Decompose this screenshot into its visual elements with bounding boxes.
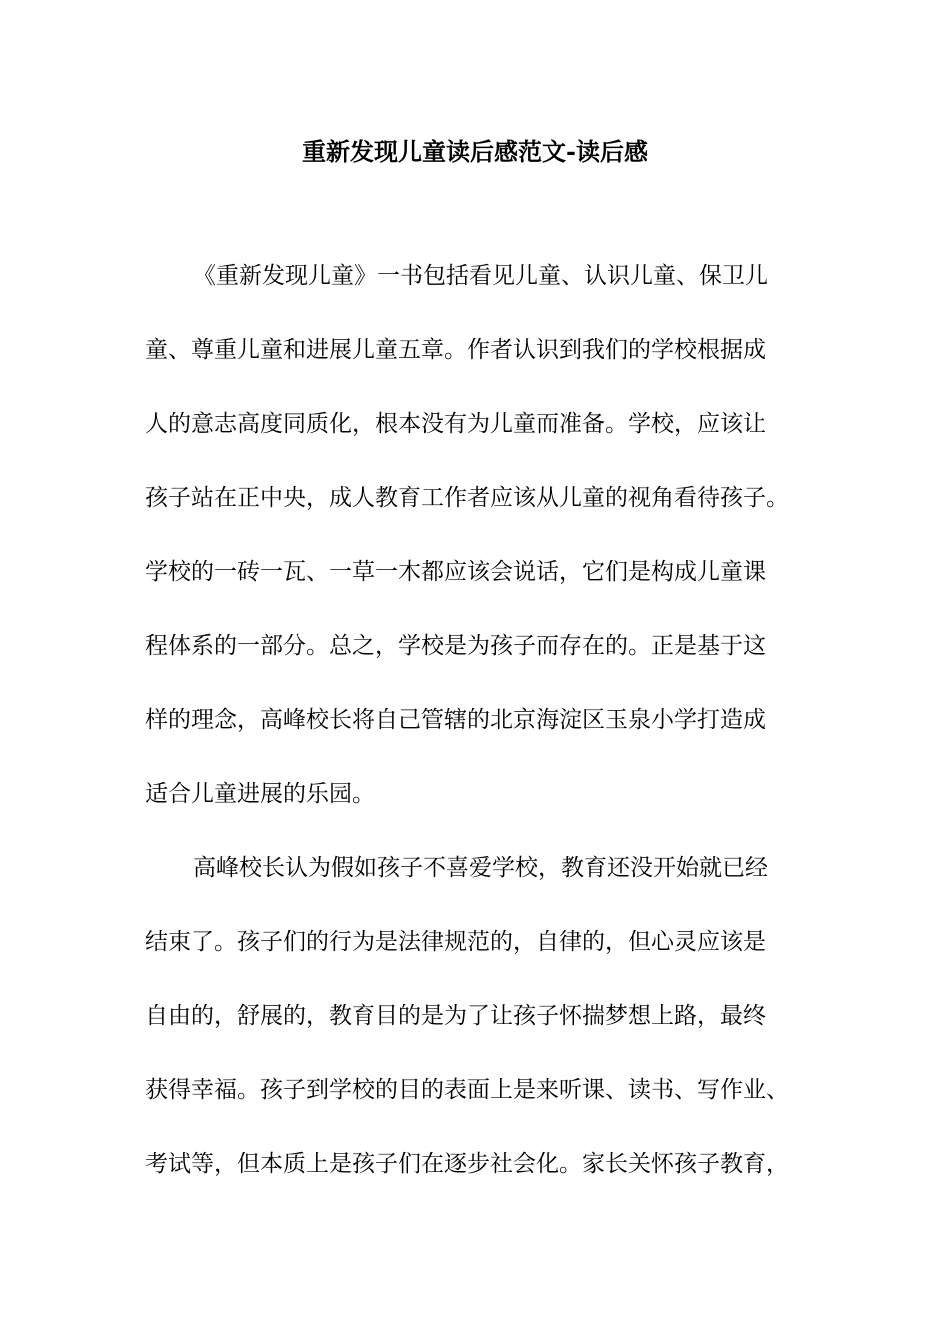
paragraph-2-line-1: 高峰校长认为假如孩子不喜爱学校，教育还没开始就已经	[193, 855, 768, 881]
paragraph-1-line-5: 学校的一砖一瓦、一草一木都应该会说话，它们是构成儿童课	[145, 559, 766, 585]
paragraph-1-line-2: 童、尊重儿童和进展儿童五章。作者认识到我们的学校根据成	[145, 337, 766, 363]
paragraph-2-line-4: 获得幸福。孩子到学校的目的表面上是来听课、读书、写作业、	[145, 1077, 789, 1103]
paragraph-1-line-7: 样的理念，高峰校长将自己管辖的北京海淀区玉泉小学打造成	[145, 707, 766, 733]
paragraph-2-line-5: 考试等，但本质上是孩子们在逐步社会化。家长关怀孩子教育，	[145, 1151, 789, 1177]
paragraph-1-line-6: 程体系的一部分。总之，学校是为孩子而存在的。正是基于这	[145, 633, 766, 659]
paragraph-1-line-4: 孩子站在正中央，成人教育工作者应该从儿童的视角看待孩子。	[145, 485, 789, 511]
document-title: 重新发现儿童读后感范文-读后感	[302, 137, 648, 166]
paragraph-1-line-3: 人的意志高度同质化，根本没有为儿童而准备。学校，应该让	[145, 411, 766, 437]
paragraph-2-line-2: 结束了。孩子们的行为是法律规范的，自律的，但心灵应该是	[145, 929, 766, 955]
paragraph-1-line-1: 《重新发现儿童》一书包括看见儿童、认识儿童、保卫儿	[193, 263, 768, 289]
paragraph-2-line-3: 自由的，舒展的，教育目的是为了让孩子怀揣梦想上路，最终	[145, 1003, 766, 1029]
paragraph-1-line-8: 适合儿童进展的乐园。	[145, 781, 375, 807]
